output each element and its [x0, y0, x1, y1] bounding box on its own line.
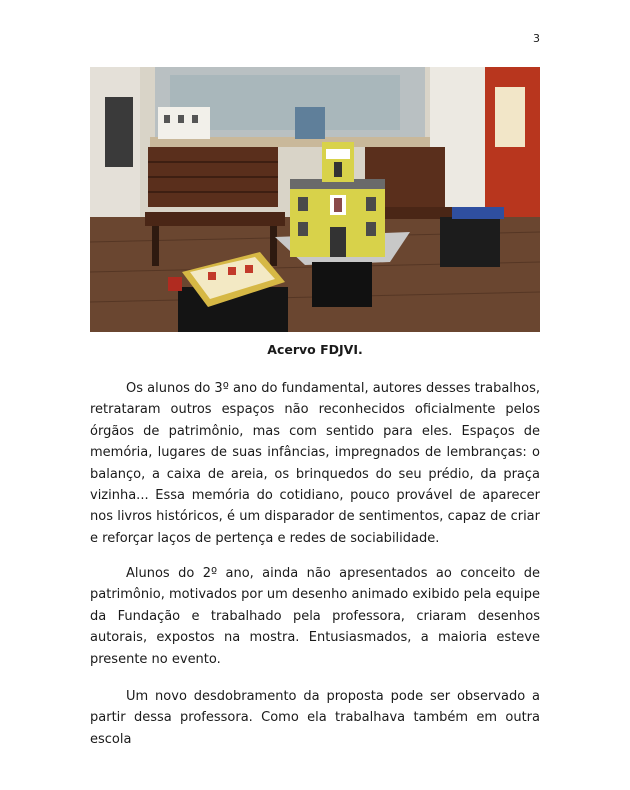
- figure-caption: Acervo FDJVI.: [267, 342, 363, 357]
- exhibition-photo: [90, 67, 540, 332]
- paragraph-1: [90, 378, 540, 549]
- paragraph-3: [90, 686, 540, 750]
- paragraph-text: Os alunos do 3º ano do fundamental, autores desses trabalhos, retrataram outros espaços não reconhecidos oficialmente pelos órgãos de patrimônio, mas com sentido para eles. Espaços de memória, lugares de suas infâncias, impregnados de lembranças: o balanço, a caixa de areia, os brinquedos do seu prédio, da praça vizinha... Essa memória do cotidiano, pouco provável de aparecer nos livros históricos, é um disparador de sentimentos, capaz de criar e reforçar laços de pertença e redes de sociabilidade.: [90, 381, 540, 546]
- paragraph-2: [90, 563, 540, 670]
- paragraph-text: Um novo desdobramento da proposta pode ser observado a partir dessa professora. Como ela trabalhava também em outra escola: [90, 689, 540, 747]
- paragraph-text: Alunos do 2º ano, ainda não apresentados ao conceito de patrimônio, motivados por um desenho animado exibido pela equipe da Fundação e trabalhado pela professora, criaram desenhos autorais, expostos na mostra. Entusiasmados, a maioria esteve presente no evento.: [90, 566, 540, 667]
- page-number: 3: [533, 32, 540, 45]
